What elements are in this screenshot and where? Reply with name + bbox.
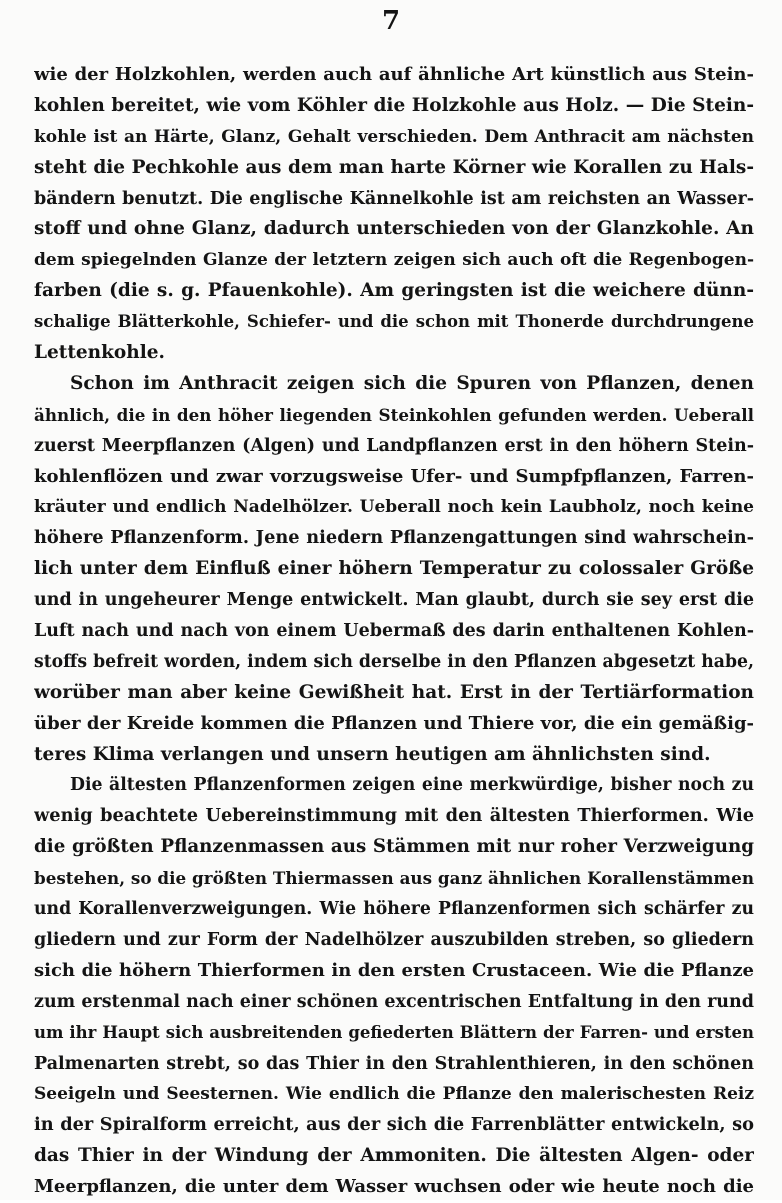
text-line: und in ungeheurer Menge entwickelt. Man glaubt, durch sie sey erst die: [34, 590, 754, 611]
text-line: Meerpflanzen, die unter dem Wasser wuchsen oder wie heute noch die: [34, 1176, 754, 1198]
text-line: dem spiegelnden Glanze der letztern zeigen sich auch oft die Regenbogen-: [34, 250, 754, 271]
text-line: höhere Pflanzenform. Jene niedern Pflanzengattungen sind wahrschein-: [34, 527, 754, 549]
text-line: und Korallenverzweigungen. Wie höhere Pflanzenformen sich schärfer zu: [34, 899, 754, 920]
text-line: bändern benutzt. Die englische Kännelkohle ist am reichsten an Wasser-: [34, 188, 754, 209]
text-line: in der Spiralform erreicht, aus der sich die Farrenblätter entwickeln, so: [34, 1114, 754, 1136]
text-line: teres Klima verlangen und unsern heutigen am ähnlichsten sind.: [34, 743, 711, 765]
page-number: 7: [381, 6, 401, 36]
text-line: bestehen, so die größten Thiermassen aus ganz ähnlichen Korallenstämmen: [34, 868, 754, 889]
text-line: kohlenflözen und zwar vorzugsweise Ufer- und Sumpfpflanzen, Farren-: [34, 465, 754, 487]
text-line: worüber man aber keine Gewißheit hat. Erst in der Tertiärformation: [34, 681, 754, 703]
text-line: stoffs befreit worden, indem sich derselbe in den Pflanzen abgesetzt habe,: [34, 651, 754, 672]
text-line: gliedern und zur Form der Nadelhölzer auszubilden streben, so gliedern: [34, 929, 754, 950]
text-line: Schon im Anthracit zeigen sich die Spuren von Pflanzen, denen: [70, 372, 754, 394]
text-line: kohle ist an Härte, Glanz, Gehalt verschieden. Dem Anthracit am nächsten: [34, 126, 754, 147]
text-line: schalige Blätterkohle, Schiefer- und die schon mit Thonerde durchdrungene: [34, 312, 754, 332]
text-line: Palmenarten strebt, so das Thier in den Strahlenthieren, in den schönen: [34, 1053, 754, 1074]
body-text: [34, 60, 754, 1203]
text-line: Lettenkohle.: [34, 342, 165, 364]
text-line: das Thier in der Windung der Ammoniten. Die ältesten Algen- oder: [34, 1145, 754, 1167]
text-line: ähnlich, die in den höher liegenden Steinkohlen gefunden werden. Ueberall: [34, 404, 754, 425]
text-line: Die ältesten Pflanzenformen zeigen eine merkwürdige, bisher noch zu: [70, 775, 754, 796]
text-line: kohlen bereitet, wie vom Köhler die Holzkohle aus Holz. — Die Stein-: [34, 94, 754, 116]
text-line: farben (die s. g. Pfauenkohle). Am geringsten ist die weichere dünn-: [34, 280, 754, 302]
text-line: Luft nach und nach von einem Uebermaß des darin enthaltenen Kohlen-: [34, 621, 754, 642]
text-line: zum erstenmal nach einer schönen excentrischen Entfaltung in den rund: [34, 991, 754, 1012]
text-line: wenig beachtete Uebereinstimmung mit den ältesten Thierformen. Wie: [34, 805, 754, 827]
text-line: stoff und ohne Glanz, dadurch unterschieden von der Glanzkohle. An: [34, 218, 754, 240]
text-line: über der Kreide kommen die Pflanzen und Thiere vor, die ein gemäßig-: [34, 712, 754, 734]
text-line: Seeigeln und Seesternen. Wie endlich die Pflanze den malerischesten Reiz: [34, 1084, 754, 1105]
text-line: lich unter dem Einfluß einer höhern Temperatur zu colossaler Größe: [34, 558, 754, 580]
text-line: zuerst Meerpflanzen (Algen) und Landpflanzen erst in den höhern Stein-: [34, 435, 754, 456]
text-line: kräuter und endlich Nadelhölzer. Ueberall noch kein Laubholz, noch keine: [34, 497, 754, 518]
text-line: die größten Pflanzenmassen aus Stämmen mit nur roher Verzweigung: [34, 836, 754, 858]
text-line: sich die höhern Thierformen in den ersten Crustaceen. Wie die Pflanze: [34, 959, 754, 981]
text-line: steht die Pechkohle aus dem man harte Körner wie Korallen zu Hals-: [34, 156, 754, 178]
text-line: um ihr Haupt sich ausbreitenden gefiederten Blättern der Farren- und ersten: [34, 1022, 754, 1042]
text-line: wie der Holzkohlen, werden auch auf ähnliche Art künstlich aus Stein-: [34, 64, 754, 85]
